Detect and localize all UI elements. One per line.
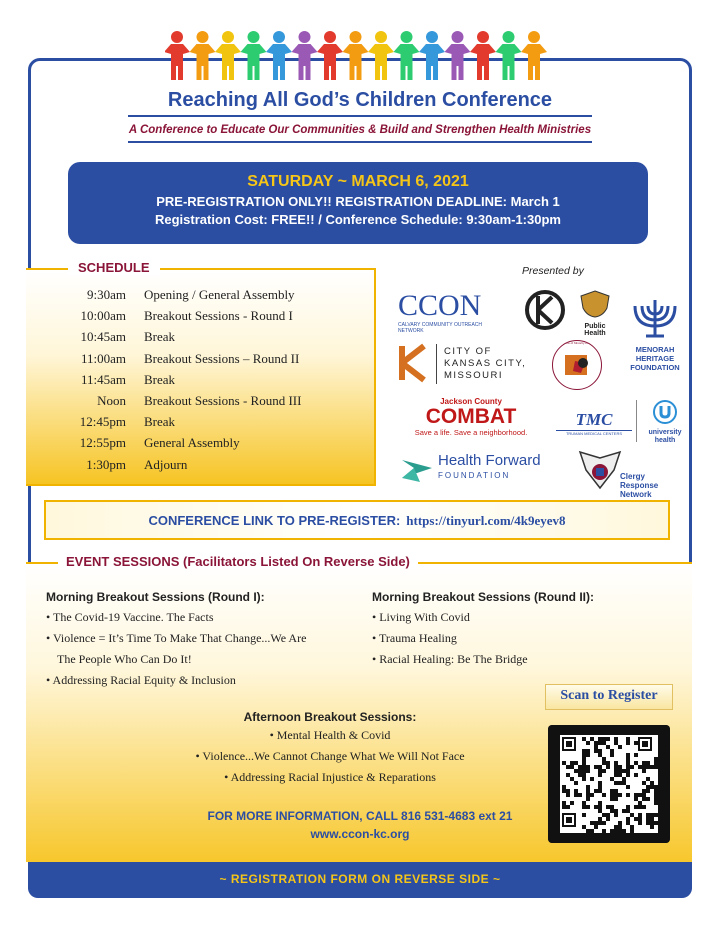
schedule-time: 10:00am xyxy=(80,308,126,324)
title-rule-top xyxy=(128,115,592,117)
kansas-city-logo xyxy=(394,342,542,388)
round1-heading: Morning Breakout Sessions (Round I): xyxy=(46,590,265,604)
menorah-icon xyxy=(628,292,682,340)
ccon-logo xyxy=(398,290,508,332)
registration-deadline: PRE-REGISTRATION ONLY!! REGISTRATION DEADLINE: March 1 xyxy=(156,194,560,209)
schedule-event: Break xyxy=(144,414,176,430)
event-date: SATURDAY ~ MARCH 6, 2021 xyxy=(247,173,469,190)
date-banner xyxy=(68,162,648,244)
schedule-event: Opening / General Assembly xyxy=(144,287,295,302)
round2-heading: Morning Breakout Sessions (Round II): xyxy=(372,590,595,604)
afternoon-item: • Addressing Racial Injustice & Reparations xyxy=(224,770,436,784)
registration-cost: Registration Cost: FREE!! / Conference Schedule: 9:30am-1:30pm xyxy=(155,212,561,227)
tmc-text: TMC xyxy=(575,410,613,429)
schedule-time: 9:30am xyxy=(87,287,126,302)
scan-to-register-label: Scan to Register xyxy=(545,684,673,710)
schedule-time: 11:00am xyxy=(80,350,126,366)
schedule-event: General Assembly xyxy=(144,435,240,451)
schedule-event: Breakout Sessions - Round III xyxy=(144,393,302,408)
schedule-event: Breakout Sessions – Round II xyxy=(144,350,300,366)
round1-item: • The Covid-19 Vaccine. The Facts xyxy=(46,610,214,624)
university-health-icon xyxy=(653,400,677,424)
shield-icon xyxy=(580,290,610,318)
office-minority-health-logo xyxy=(552,340,602,390)
kc-city-icon xyxy=(394,342,432,384)
schedule-event: Adjourn xyxy=(144,456,188,472)
schedule-title: SCHEDULE xyxy=(68,260,160,275)
people-chain-logo xyxy=(165,28,555,88)
omh-text: Office of Minority Health xyxy=(562,341,594,345)
event-sessions-title: EVENT SESSIONS (Facilitators Listed On Reverse Side) xyxy=(58,554,418,569)
tmc-subtext: TRUMAN MEDICAL CENTERS xyxy=(556,430,632,436)
truman-medical-logo xyxy=(556,410,632,436)
schedule-time: 12:55pm xyxy=(79,435,126,451)
afternoon-item: • Violence...We Cannot Change What We Will Not Face xyxy=(195,749,465,763)
eagle-wings-icon xyxy=(576,448,624,494)
schedule-time: 1:30pm xyxy=(86,456,126,472)
qr-code[interactable] xyxy=(548,725,670,843)
round2-item: • Living With Covid xyxy=(372,610,470,624)
preregister-link-box xyxy=(44,500,670,540)
round1-item: • Violence = It’s Time To Make That Change...We Are xyxy=(46,631,307,645)
combat-county: Jackson County xyxy=(440,397,502,406)
conference-subtitle: A Conference to Educate Our Communities & Build and Strengthen Health Ministries xyxy=(128,124,592,136)
schedule-event: Break xyxy=(144,329,176,345)
round1-item: The People Who Can Do It! xyxy=(57,652,192,666)
clergy-response-text: Clergy Response Network xyxy=(620,472,659,499)
clergy-response-logo xyxy=(576,448,680,499)
university-health-logo xyxy=(640,400,690,445)
presented-by-label: Presented by xyxy=(522,265,584,277)
round2-item: • Racial Healing: Be The Bridge xyxy=(372,652,528,666)
university-health-text: university health xyxy=(648,429,682,444)
afternoon-heading: Afternoon Breakout Sessions: xyxy=(243,710,417,724)
health-forward-icon xyxy=(400,454,434,484)
menorah-text: MENORAH HERITAGE FOUNDATION xyxy=(630,345,680,372)
combat-tagline: Save a life. Save a neighborhood. xyxy=(414,428,528,437)
round2-item: • Trauma Healing xyxy=(372,631,457,645)
kansas-city-text: CITY OF KANSAS CITY, MISSOURI xyxy=(444,346,527,381)
public-health-text: Public Health xyxy=(584,323,606,337)
combat-logo xyxy=(400,397,542,437)
schedule-time: 10:45am xyxy=(80,329,126,345)
ccon-logo-text: CCON xyxy=(398,289,482,322)
schedule-event: Breakout Sessions - Round I xyxy=(144,308,293,324)
health-forward-text: Health Forward xyxy=(438,452,541,469)
menorah-heritage-logo xyxy=(624,292,686,372)
schedule-time: 11:45am xyxy=(80,371,126,387)
preregister-url[interactable]: https://tinyurl.com/4k9eyev8 xyxy=(406,513,566,528)
kc-emblem-logo xyxy=(522,288,568,332)
missouri-map-icon xyxy=(553,341,602,390)
health-forward-logo xyxy=(400,452,560,488)
footer-banner: ~ REGISTRATION FORM ON REVERSE SIDE ~ xyxy=(28,862,692,898)
ccon-logo-subtext: CALVARY COMMUNITY OUTREACH NETWORK xyxy=(398,322,482,334)
public-health-logo xyxy=(574,290,616,337)
afternoon-item: • Mental Health & Covid xyxy=(269,728,391,742)
round1-item: • Addressing Racial Equity & Inclusion xyxy=(46,673,236,687)
schedule-event: Break xyxy=(144,371,176,387)
schedule-time: 12:45pm xyxy=(79,414,126,430)
schedule-time: Noon xyxy=(97,393,126,408)
preregister-label: CONFERENCE LINK TO PRE-REGISTER: xyxy=(148,513,401,528)
more-info-phone: FOR MORE INFORMATION, CALL 816 531-4683 ext 21 xyxy=(207,809,513,823)
title-rule-bottom xyxy=(128,141,592,143)
combat-text: COMBAT xyxy=(425,405,517,428)
conference-title: Reaching All God’s Children Conference xyxy=(167,89,553,111)
health-forward-subtext: FOUNDATION xyxy=(438,471,511,480)
website-link[interactable]: www.ccon-kc.org xyxy=(310,827,410,841)
